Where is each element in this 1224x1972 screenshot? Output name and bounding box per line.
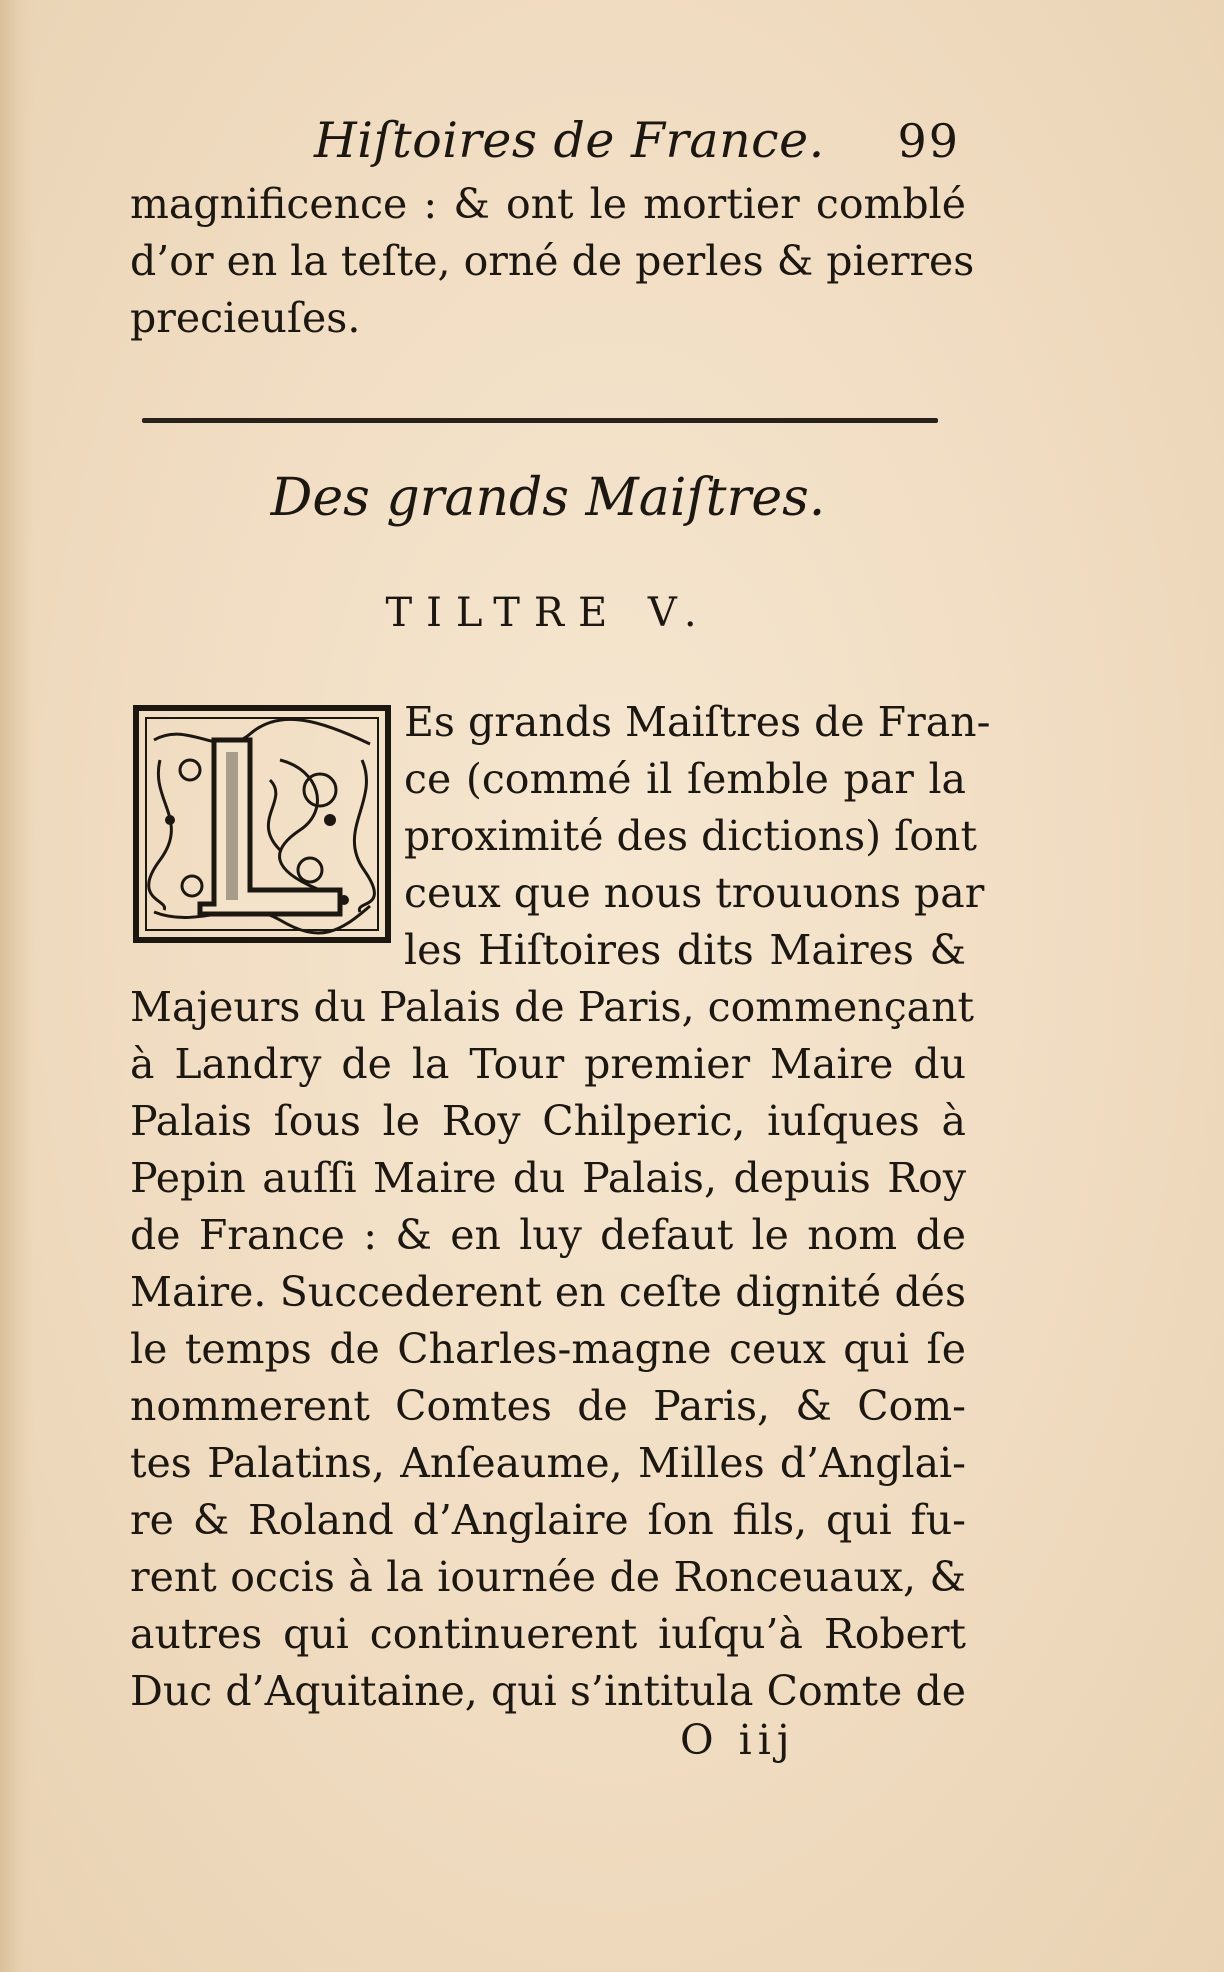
running-head [130,112,960,172]
text-line: ce (commé il ſemble par la [404,755,966,803]
running-title: Hiſtoires de France. [314,112,825,169]
text-line: magnificence : & ont le mortier comblé [130,180,966,228]
top-paragraph [130,176,975,347]
text-line: Maire. Succederent en ceſte dignité dés [130,1268,966,1316]
page-number: 99 [897,114,960,168]
text-line: Es grands Maiſtres de Fran- [404,698,991,746]
text-line: Duc d’Aquitaine, qui s’intitula Comte de [130,1667,966,1715]
text-line: ceux que nous trouuons par [404,869,985,917]
ornamental-initial-letter [130,700,394,948]
text-line: Majeurs du Palais de Paris, commençant [130,983,975,1031]
text-line: re & Roland d’Anglaire ſon fils, qui fu- [130,1496,966,1544]
text-line: nommerent Comtes de Paris, & Com- [130,1382,966,1430]
text-line: precieuſes. [130,294,361,342]
text-line: Pepin auſſi Maire du Palais, depuis Roy [130,1154,966,1202]
page-gutter-shadow [0,0,34,1972]
text-line: les Hiſtoires dits Maires & [404,926,966,974]
text-line: le temps de Charles-magne ceux qui ſe [130,1325,966,1373]
text-line: tes Palatins, Anſeaume, Milles d’Anglai- [130,1439,966,1487]
section-heading: Des grands Maiſtres. [270,468,826,528]
ornamental-initial-svg [130,700,394,948]
section-subheading: TILTRE V. [385,590,711,636]
body-paragraph [130,979,975,1720]
initial-paragraph-lines [404,694,991,979]
text-line: rent occis à la iournée de Ronceuaux, & [130,1553,966,1601]
section-divider-rule [142,418,938,423]
text-line: à Landry de la Tour premier Maire du [130,1040,966,1088]
text-line: Palais ſous le Roy Chilperic, iuſques à [130,1097,966,1145]
text-line: proximité des dictions) ſont [404,812,977,860]
text-line: d’or en la teſte, orné de perles & pierres [130,237,975,285]
text-line: autres qui continuerent iuſqu’à Robert [130,1610,966,1658]
signature-mark: O iij [680,1716,796,1764]
text-line: de France : & en luy defaut le nom de [130,1211,966,1259]
